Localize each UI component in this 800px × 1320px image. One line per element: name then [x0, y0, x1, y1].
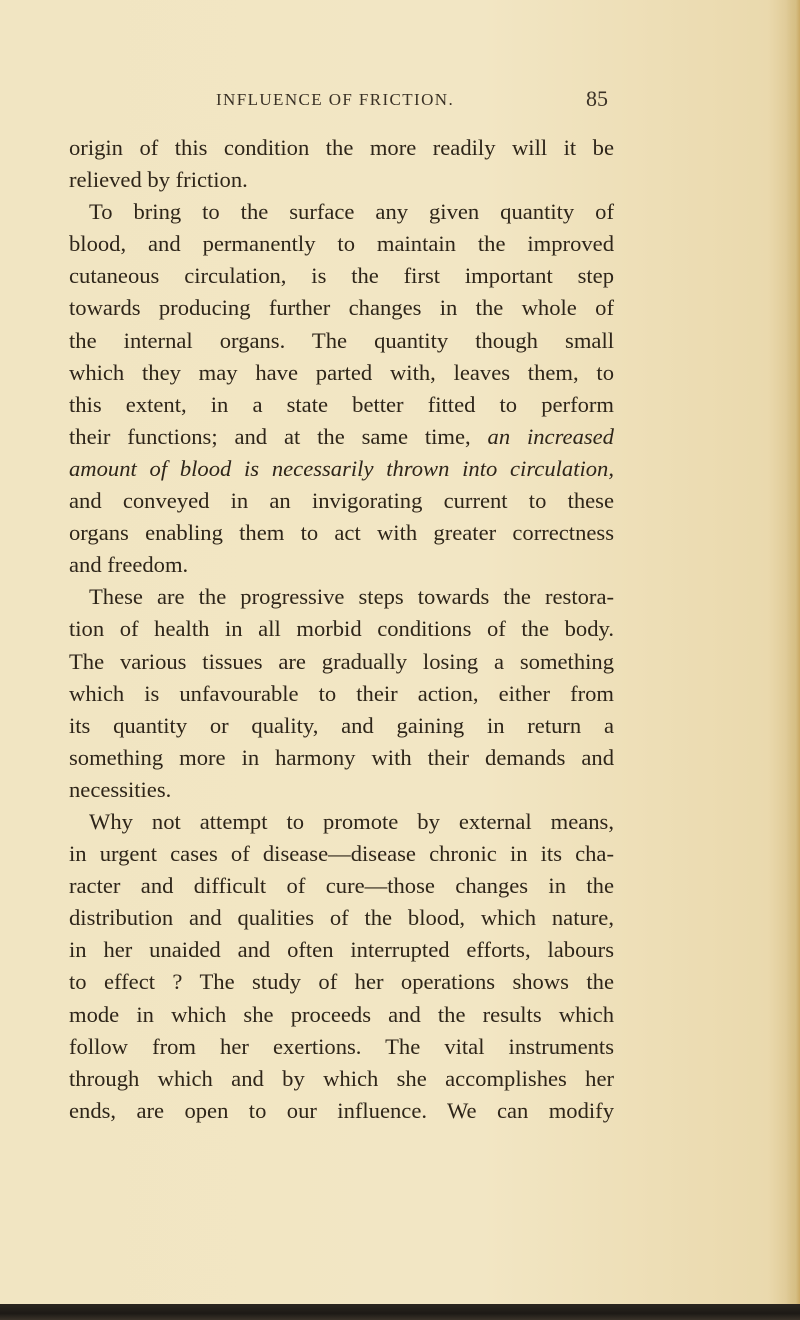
text-line: organs enabling them to act with greater correctness — [69, 520, 614, 546]
text-line: distribution and qualities of the blood, which nature, — [69, 905, 614, 931]
text-line — [69, 421, 614, 453]
text-line: necessities. — [69, 776, 172, 802]
text-line: in urgent cases of disease—disease chronic in its cha- — [69, 841, 614, 867]
text-line: the internal organs. The quantity though small — [69, 327, 614, 353]
text-line: Why not attempt to promote by external means, — [89, 808, 614, 834]
text-span: their functions; and at the same time, — [69, 423, 488, 449]
scan-bottom-border — [0, 1304, 800, 1320]
italic-text: amount of blood is necessarily thrown into circulation, — [69, 455, 614, 481]
page-edge-shadow — [786, 0, 800, 1320]
text-line: and conveyed in an invigorating current to these — [69, 488, 614, 514]
page-number: 85 — [586, 86, 608, 111]
text-line: These are the progressive steps towards the restora- — [89, 584, 614, 610]
text-line: tion of health in all morbid conditions of the body. — [69, 616, 614, 642]
text-line: racter and difficult of cure—those changes in the — [69, 873, 614, 899]
text-line: something more in harmony with their demands and — [69, 744, 614, 770]
text-line: towards producing further changes in the whole of — [69, 295, 614, 321]
text-line: through which and by which she accomplishes her — [69, 1065, 614, 1091]
text-line: its quantity or quality, and gaining in return a — [69, 712, 614, 738]
running-head: INFLUENCE OF FRICTION. — [216, 90, 455, 109]
text-line: To bring to the surface any given quantity of — [89, 199, 614, 225]
text-line: this extent, in a state better fitted to perform — [69, 391, 614, 417]
text-line: to effect ? The study of her operations shows the — [69, 969, 614, 995]
text-line: mode in which she proceeds and the results which — [69, 1001, 614, 1027]
text-line: origin of this condition the more readily will it be — [69, 135, 614, 160]
body-text — [69, 132, 614, 1127]
text-line: follow from her exertions. The vital instruments — [69, 1033, 614, 1059]
text-line: which is unfavourable to their action, either from — [69, 680, 614, 706]
text-line: relieved by friction. — [69, 167, 248, 193]
text-line: in her unaided and often interrupted efforts, labours — [69, 937, 614, 963]
text-line: and freedom. — [69, 552, 189, 578]
text-line: cutaneous circulation, is the first important step — [69, 263, 614, 289]
text-line — [69, 453, 614, 485]
page-header — [0, 86, 800, 116]
text-line: ends, are open to our influence. We can modify — [69, 1097, 614, 1123]
italic-text: an increased — [487, 423, 614, 449]
text-line: The various tissues are gradually losing a something — [69, 648, 614, 674]
text-line: which they may have parted with, leaves them, to — [69, 359, 614, 385]
text-line: blood, and permanently to maintain the improved — [69, 231, 614, 257]
